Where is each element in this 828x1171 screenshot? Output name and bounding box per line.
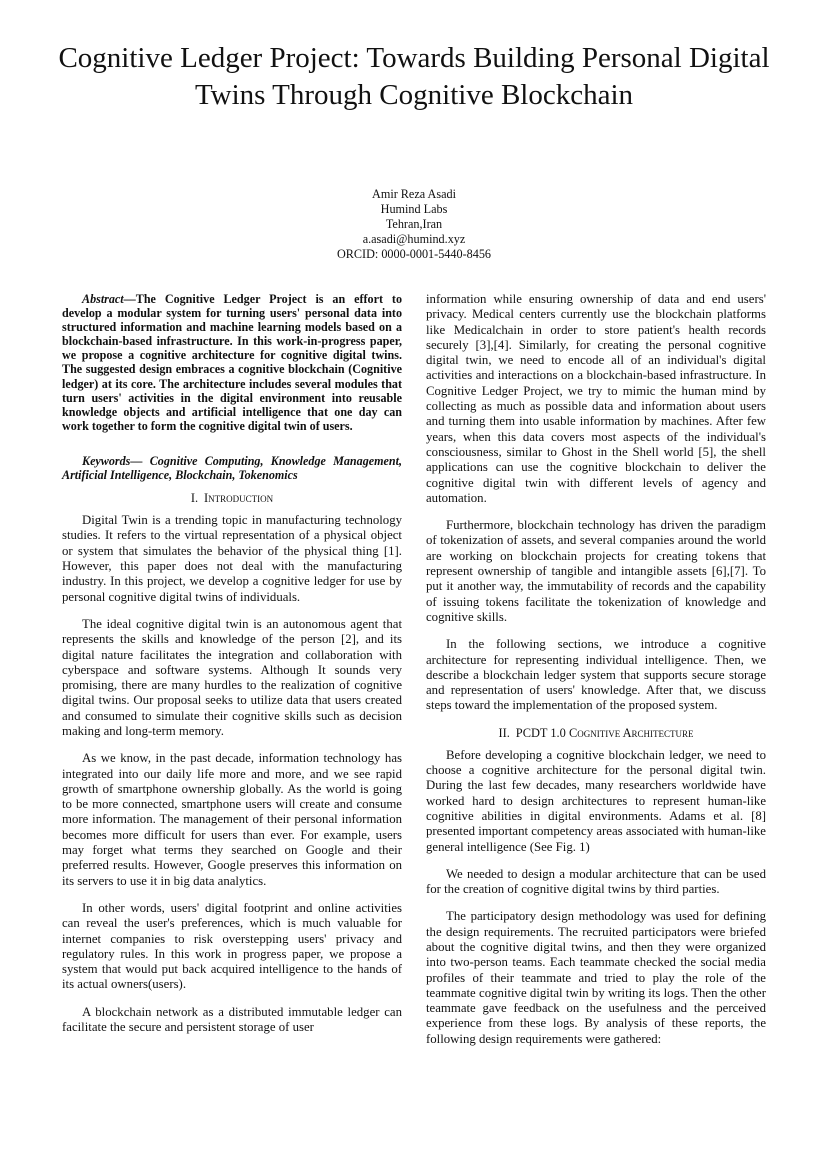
section-number: I.: [190, 491, 199, 506]
right-column: [426, 292, 766, 1059]
section-title: Introduction: [204, 491, 274, 506]
left-column: [62, 292, 402, 1047]
paragraph: In the following sections, we introduce a cognitive architecture for representing individual intelligence. Then, we describe a blockchain ledger system that supports secure storage and representation of users' knowledge. After that, we discuss steps toward the implementation of the proposed system.: [426, 637, 766, 713]
section-number: II.: [498, 725, 510, 740]
paragraph: In other words, users' digital footprint and online activities can reveal the user's preferences, which is much valuable for internet companies to risk overstepping users' privacy and regulatory rules. In this work in progress paper, we propose a system that would put back acquired intelligence to the hands of its actual owners(users).: [62, 900, 402, 992]
section-title: Cognitive Architecture: [568, 725, 694, 740]
keywords: [62, 454, 402, 482]
keywords-label: Keywords: [82, 453, 131, 468]
paragraph-continued: information while ensuring ownership of data and end users' privacy. Medical centers currently use the blockchain platforms like Medicalchain in order to store patient's health records securely [3],[4]. Similarly, for creating the personal cognitive digital twin, we need to encode all of an individual's digital activities and interactions on a blockchain-based infrastructure. In Cognitive Ledger Project, we try to mimic the human mind by collecting as much as possible data and information about users and turning them into usable information by machines. After few years, when this data covers most aspects of the individual's consciousness, similar to Ghost in the Shell world [5], the shell applications can use the cognitive blockchain to deliver the cognitive digital twin with different levels of agency and automation.: [426, 292, 766, 505]
paragraph: The ideal cognitive digital twin is an autonomous agent that represents the skills and knowledge of the person [2], and its digital nature facilitates the integration and collaboration with cyberspace and software systems. Although It sounds very promising, there are many hurdles to the realization of cognitive digital twins. Our proposal seeks to utilize data that users created and consumed to simulate their cognitive skills such as decision making and long-term memory.: [62, 616, 402, 738]
paper-title: Cognitive Ledger Project: Towards Building Personal Digital Twins Through Cognitive Blockchain: [58, 42, 770, 111]
paragraph: We needed to design a modular architecture that can be used for the creation of cognitive digital twins by third parties.: [426, 866, 766, 897]
author-location: Tehran,Iran: [385, 217, 443, 232]
paragraph: A blockchain network as a distributed immutable ledger can facilitate the secure and persistent storage of user: [62, 1004, 402, 1035]
abstract-text: —The Cognitive Ledger Project is an effort to develop a modular system for turning users' personal data into structured information and machine learning models based on a blockchain-based infrastructure. In this work-in-progress paper, we propose a cognitive architecture for cognitive digital twins. The suggested design embraces a cognitive blockchain (Cognitive ledger) at its core. The architecture includes several modules that turn users' activities in the digital environment into reusable knowledge objects and artificial intelligence that one day can work together to form the cognitive digital twin of users.: [62, 292, 402, 433]
author-affiliation: Humind Labs: [380, 202, 448, 217]
paragraph: As we know, in the past decade, information technology has integrated into our daily life more and more, and we see rapid growth of smartphone ownership globally. As the world is going to be more connected, smartphone users will create and consume more information. The management of their personal information becomes more difficult for users than ever. For example, users may forget what terms they searched on Google and their preferred results. However, Google preserves this information on its servers to use it in big data analytics.: [62, 751, 402, 888]
author-email: a.asadi@humind.xyz: [362, 232, 466, 247]
author-orcid: ORCID: 0000-0001-5440-8456: [336, 247, 492, 262]
paragraph: The participatory design methodology was used for defining the design requirements. The recruited participators were briefed about the cognitive digital twins, and then they were organized into two-person teams. Each teammate checked the social media profiles of their teammate and tried to play the role of the teammate cognitive digital twin by writing its logs. Then the other teammate gave feedback on the usefulness and the perceived experience from these logs. By analysis of these reports, the following design requirements were gathered:: [426, 909, 766, 1046]
paragraph: Digital Twin is a trending topic in manufacturing technology studies. It refers to the virtual representation of a physical object or system that simulates the behavior of the physical thing [1]. However, this paper does not deal with the manufacturing industry. In this project, we develop a cognitive ledger for use by personal cognitive digital twins of individuals.: [62, 513, 402, 604]
abstract-label: Abstract: [82, 292, 124, 306]
author-name: Amir Reza Asadi: [372, 187, 456, 201]
paragraph: Furthermore, blockchain technology has driven the paradigm of tokenization of assets, and several companies around the world are working on blockchain projects for creating tokens that represent ownership of tangible and intangible assets [6],[7]. To put it another way, the immutability of records and the capability of issuing tokens facilitate the tokenization of knowledge and cognitive skills.: [426, 518, 766, 624]
section-heading-architecture: [426, 726, 766, 741]
section-title-prefix: PCDT 1.0: [515, 725, 569, 740]
author-block: [214, 187, 614, 262]
keywords-text: — Cognitive Computing, Knowledge Management, Artificial Intelligence, Blockchain, Tokenomics: [62, 453, 402, 483]
paragraph: Before developing a cognitive blockchain ledger, we need to choose a cognitive architecture for the personal digital twin. During the last few decades, many researchers worldwide have worked hard to design architectures to represent human-like cognitive abilities in digital environments. Adams et al. [8] presented important competency areas associated with human-like general intelligence (See Fig. 1): [426, 747, 766, 854]
section-heading-introduction: [62, 491, 402, 506]
abstract: [62, 292, 402, 433]
